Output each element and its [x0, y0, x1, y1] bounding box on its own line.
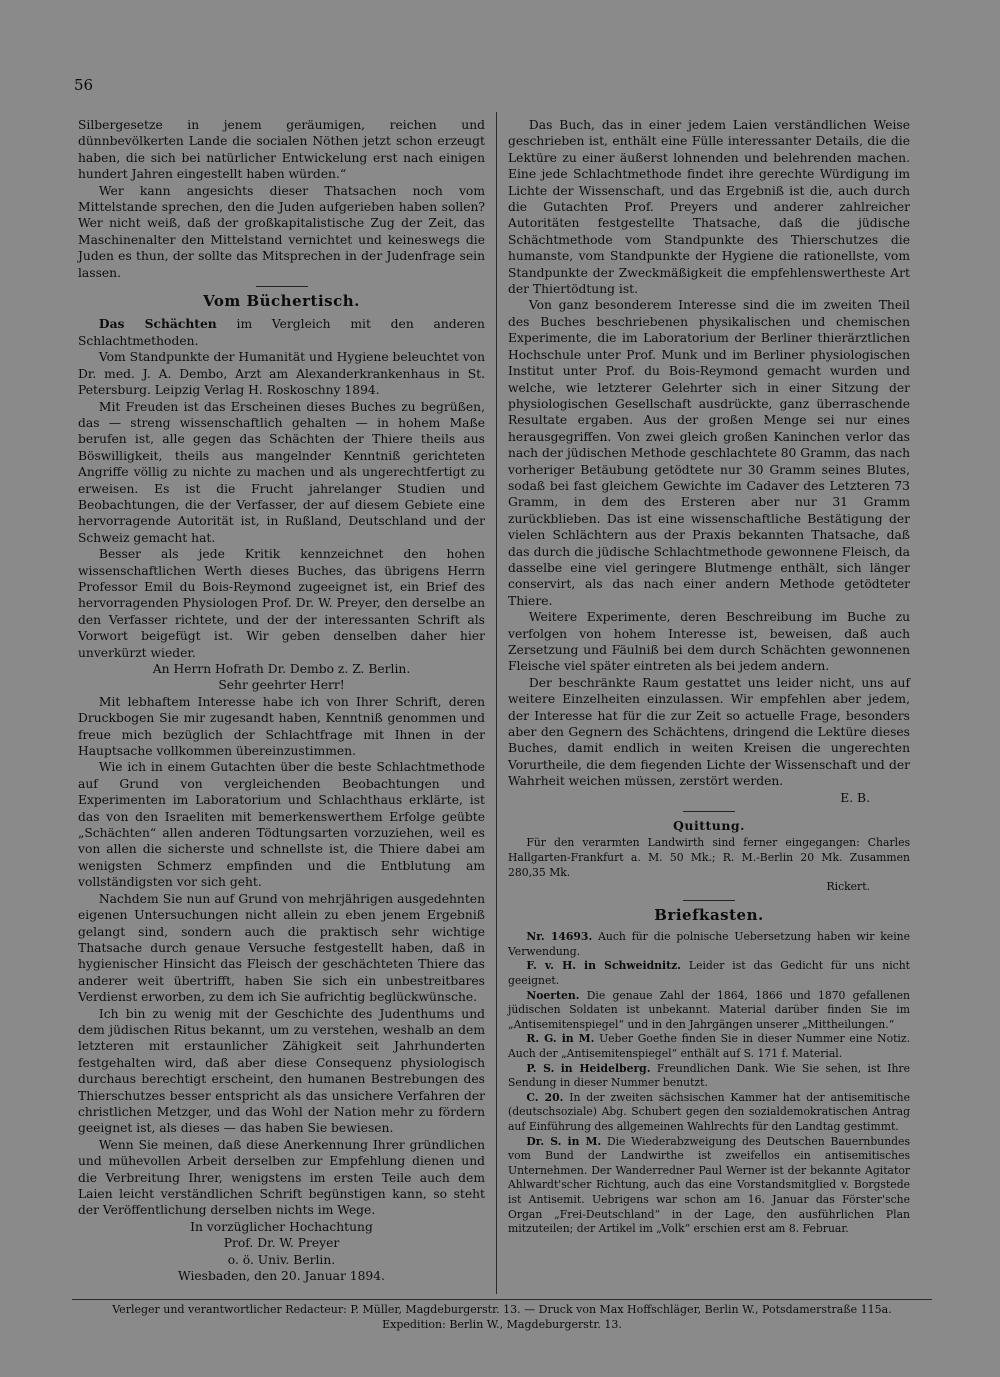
paragraph: Mit Freuden ist das Erscheinen dieses Buches zu begrüßen, das — streng wissenschaftlich gehalten — in hohem Maße berufen ist, alle gegen das Schächten der Thiere theils aus Böswilligkeit, theils aus mangelnder Kenntniß gerichteten Angriffe völlig zu nichte zu machen und als ungerechtfertigt zu erweisen. Es ist die Frucht jahrelanger Studien und Beobachtungen, die der Verfasser, der auf diesem Gebiete eine hervorragende Autorität ist, in Rußland, Deutschland und der Schweiz gemacht hat.: [78, 399, 485, 545]
entry-text: In der zweiten sächsischen Kammer hat der antisemitische (deutschsoziale) Abg. Schubert gegen den sozialdemokratischen Antrag auf Einführung des allgemeinen Wahlrechts für den Landtag gestimmt.: [508, 1090, 911, 1133]
separator: [256, 286, 308, 287]
paragraph: Nachdem Sie nun auf Grund von mehrjährigen ausgedehnten eigenen Untersuchungen nicht allein zu eben jenem Ergebniß gelangt sind, sondern auch die praktisch sehr wichtige Thatsache durch genaue Versuche festgestellt haben, daß in hygienischer Hinsicht das Fleisch der geschächteten Thiere das anderer weit übertrifft, haben Sie sich ein unbestreitbares Verdienst erworben, zu dem ich Sie aufrichtig beglückwünsche.: [78, 891, 485, 1005]
paragraph: Besser als jede Kritik kennzeichnet den hohen wissenschaftlichen Werth dieses Buches, das übrigens Herrn Professor Emil du Bois-Reymond zugeeignet ist, ein Brief des hervorragenden Physiologen Prof. Dr. W. Preyer, den derselbe an den Verfasser richtete, und der der interessanten Schrift als Vorwort beigefügt ist. Wir geben denselben daher hier unverkürzt wieder.: [78, 547, 485, 660]
entry-place: in Schweidnitz.: [583, 959, 682, 973]
letter-salutation: Sehr geehrter Herr!: [218, 678, 345, 693]
paragraph: Weitere Experimente, deren Beschreibung im Buche zu verfolgen von hohem Interesse ist, beweisen, daß auch Zersetzung und Fäulniß bei dem durch Schächten gewonnenen Fleische viel später eintreten als bei jedem andern.: [508, 610, 910, 674]
entry-key: Nr. 14693.: [526, 930, 593, 944]
paragraph: Silbergesetze in jenem geräumigen, reichen und dünnbevölkerten Lande die socialen Nöthen jetzt schon erzeugt haben, die sich bei natürlicher Entwickelung erst nach einigen hundert Jahren eingestellt haben würden.“: [78, 118, 485, 182]
initials: E. B.: [840, 790, 870, 805]
right-column: [508, 117, 910, 1237]
entry-key: P. S.: [526, 1061, 555, 1075]
paragraph: Wer kann angesichts dieser Thatsachen noch vom Mittelstande sprechen, den die Juden aufgerieben haben sollen? Wer nicht weiß, daß der großkapitalistische Zug der Zeit, das Maschinenalter den Mittelstand vernichtet und keineswegs die Juden es thun, der sollte das Mitsprechen in der Judenfrage sein lassen.: [78, 183, 485, 280]
book-title: Das Schächten: [98, 316, 217, 332]
entry-text: Leider ist das Gedicht für uns nicht geeignet.: [508, 959, 911, 988]
footer-imprint: Verleger und verantwortlicher Redacteur: P. Müller, Magdeburgerstr. 13. — Druck von Max Hoffschläger, Berlin W., Potsdamerstraße 115a.: [112, 1303, 892, 1316]
separator: [683, 811, 735, 812]
signature-line: In vorzüglicher Hochachtung: [190, 1219, 373, 1234]
signature-date: Wiesbaden, den 20. Januar 1894.: [178, 1269, 385, 1284]
signature-name: Prof. Dr. W. Preyer: [223, 1236, 340, 1251]
entry-text: Auch für die polnische Uebersetzung haben wir keine Verwendung.: [508, 930, 910, 958]
entry-text: Ueber Goethe finden Sie in dieser Nummer eine Notiz. Auch der „Antisemitenspiegel“ enthält auf S. 171 f. Material.: [508, 1032, 911, 1060]
footer-rule: [72, 1299, 932, 1300]
column-divider: [496, 112, 497, 1294]
entry-key: C. 20.: [526, 1090, 564, 1104]
briefkasten-entry: [508, 1032, 910, 1061]
book-title-line: [78, 316, 485, 349]
paragraph: Der beschränkte Raum gestattet uns leider nicht, uns auf weitere Einzelheiten einzulassen. Wir empfehlen aber jedem, der Interesse hat für die zur Zeit so actuelle Frage, besonders aber den Gegnern des Schächtens, dringend die Lektüre dieses Buches, damit endlich in weiten Kreisen die ungerechten Vorurtheile, die dem fiegenden Lichte der Wissenschaft und der Wahrheit weichen müssen, zerstört werden.: [508, 675, 910, 789]
briefkasten-entry: [508, 930, 910, 959]
quittung-title: Quittung.: [672, 818, 746, 834]
entry-text: Die Wiederabzweigung des Deutschen Bauernbundes vom Bund der Landwirthe ist zweifellos ein antisemitisches Unternehmen. Der Wanderredner Paul Werner ist der bekannte Agitator Ahlwardt'scher Richtung, auch das eine Vorstandsmitglied v. Borgstede ist Antisemit. Uebrigens war schon am 16. Januar das Förster'sche Organ „Frei-Deutschland“ in der Lage, den ausführlichen Plan mitzuteilen; der Artikel im „Volk“ erschien erst am 8. Februar.: [508, 1134, 910, 1236]
entry-place: in Heidelberg.: [560, 1061, 651, 1075]
separator: [683, 900, 735, 901]
book-title-rest: im Vergleich mit den anderen Schlachtmethoden.: [78, 317, 485, 348]
entry-text: Freundlichen Dank. Wie Sie sehen, ist Ihre Sendung in dieser Nummer benutzt.: [508, 1061, 910, 1090]
briefkasten-entry: [508, 989, 910, 1033]
left-column: [78, 117, 485, 1284]
briefkasten-entry: [508, 959, 910, 988]
entry-key: Dr. S. in M.: [526, 1134, 602, 1148]
entry-key: F. v. H.: [526, 959, 577, 973]
paragraph: Wenn Sie meinen, daß diese Anerkennung Ihrer gründlichen und mühevollen Arbeit derselben zur Empfehlung dienen und die Verbreitung Ihrer, wenigstens im ersten Teile auch dem Laien leicht verständlichen Schrift begünstigen kann, so steht der Veröffentlichung derselben nichts im Wege.: [78, 1137, 485, 1218]
quittung-signature: Rickert.: [826, 880, 870, 894]
briefkasten-entry: [508, 1091, 910, 1135]
book-details: Vom Standpunkte der Humanität und Hygiene beleuchtet von Dr. med. J. A. Dembo, Arzt am Alexanderkrankenhaus in St. Petersburg. Leipzig Verlag H. Roskoschny 1894.: [78, 350, 485, 398]
paragraph: Mit lebhaftem Interesse habe ich von Ihrer Schrift, deren Druckbogen Sie mir zugesandt haben, Kenntniß genommen und freue mich bezüglich der Schlachtfrage mit Ihnen in der Hauptsache vollkommen übereinzustimmen.: [78, 694, 485, 759]
briefkasten-entry: [508, 1062, 910, 1091]
paragraph: Wie ich in einem Gutachten über die beste Schlachtmethode auf Grund von vergleichenden Beobachtungen und Experimenten im Laboratorium und Schlachthaus erklärte, ist das von den Israeliten mit bemerkenswerthem Erfolge geübte „Schächten“ allen anderen Tödtungsarten vorzuziehen, weil es von allen die sicherste und schnellste ist, die Thiere dabei am wenigsten Schmerz empfinden und die Entblutung am vollständigsten vor sich geht.: [78, 760, 485, 890]
signature-title: o. ö. Univ. Berlin.: [227, 1252, 336, 1267]
paragraph: Ich bin zu wenig mit der Geschichte des Judenthums und dem jüdischen Ritus bekannt, um zu verstehen, weshalb an dem letzteren mit erstaunlicher Zähigkeit seit Jahrhunderten festgehalten wird, daß aber diese Consequenz physiologisch durchaus berechtigt erscheint, den humanen Bestrebungen des Thierschutzes besser entspricht als das unsichere Verfahren der christlichen Metzger, und das Wohl der Nation mehr zu fördern geeignet ist, als dieses — das haben Sie bewiesen.: [78, 1006, 485, 1136]
briefkasten-entry: [508, 1135, 910, 1237]
entry-text: Die genaue Zahl der 1864, 1866 und 1870 gefallenen jüdischen Soldaten ist unbekannt. Material darüber finden Sie im „Antisemitenspiegel“ und in den Jahrgängen unserer „Mittheilungen.“: [508, 988, 910, 1031]
section-title: Vom Büchertisch.: [203, 292, 360, 311]
letter-address: An Herrn Hofrath Dr. Dembo z. Z. Berlin.: [152, 662, 411, 676]
page-number: 56: [74, 76, 94, 94]
footer-expedition: Expedition: Berlin W., Magdeburgerstr. 13.: [382, 1318, 622, 1331]
paragraph: Von ganz besonderem Interesse sind die im zweiten Theil des Buches beschriebenen physikalischen und chemischen Experimente, die im Laboratorium der Berliner thierärztlichen Hochschule unter Prof. Munk und im Berliner physiologischen Institut unter Prof. du Bois-Reymond gemacht wurden und welche, wie letzterer Gelehrter sich in einer Sitzung der physiologischen Gesellschaft ausdrückte, ganz überraschende Resultate ergaben. Aus der großen Menge sei nur eines herausgegriffen. Von zwei gleich großen Kaninchen verlor das nach der jüdischen Methode geschlachtete 80 Gramm, das nach vorheriger Betäubung getödtete nur 30 Gramm seines Blutes, sodaß bei fast gleichem Gewichte im Cadaver des Letzteren 73 Gramm, in dem des Ersteren aber nur 31 Gramm zurückblieben. Das ist eine wissenschaftliche Bestätigung der vielen Schlächtern aus der Praxis bekannten Thatsache, daß das durch die jüdische Schlachtmethode gewonnene Fleisch, da dasselbe eine viel geringere Blutmenge enthält, sich länger conservirt, als das nach einer andern Methode getödteter Thiere.: [508, 298, 910, 608]
paragraph: Das Buch, das in einer jedem Laien verständlichen Weise geschrieben ist, enthält eine Fülle interessanter Details, die die Lektüre zu einer äußerst lohnenden und belehrenden machen. Eine jede Schlachtmethode findet ihre gerechte Würdigung im Lichte der Wissenschaft, und das Ergebniß ist die, auch durch die Gutachten Prof. Preyers und anderer zahlreicher Autoritäten festgestellte Thatsache, daß die jüdische Schächtmethode vom Standpunkte des Thierschutzes die humanste, vom Standpunkte der Hygiene die rationellste, vom Standpunkte der Zweckmäßigkeit die empfehlenswertheste Art der Thiertödtung ist.: [508, 118, 910, 297]
quittung-text: Für den verarmten Landwirth sind ferner eingegangen: Charles Hallgarten-Frankfurt a. M. 50 Mk.; R. M.-Berlin 20 Mk. Zusammen 280,35 Mk.: [508, 836, 910, 879]
entry-key: R. G. in M.: [526, 1032, 595, 1046]
briefkasten-title: Briefkasten.: [654, 905, 764, 924]
entry-key: Noerten.: [526, 988, 580, 1002]
